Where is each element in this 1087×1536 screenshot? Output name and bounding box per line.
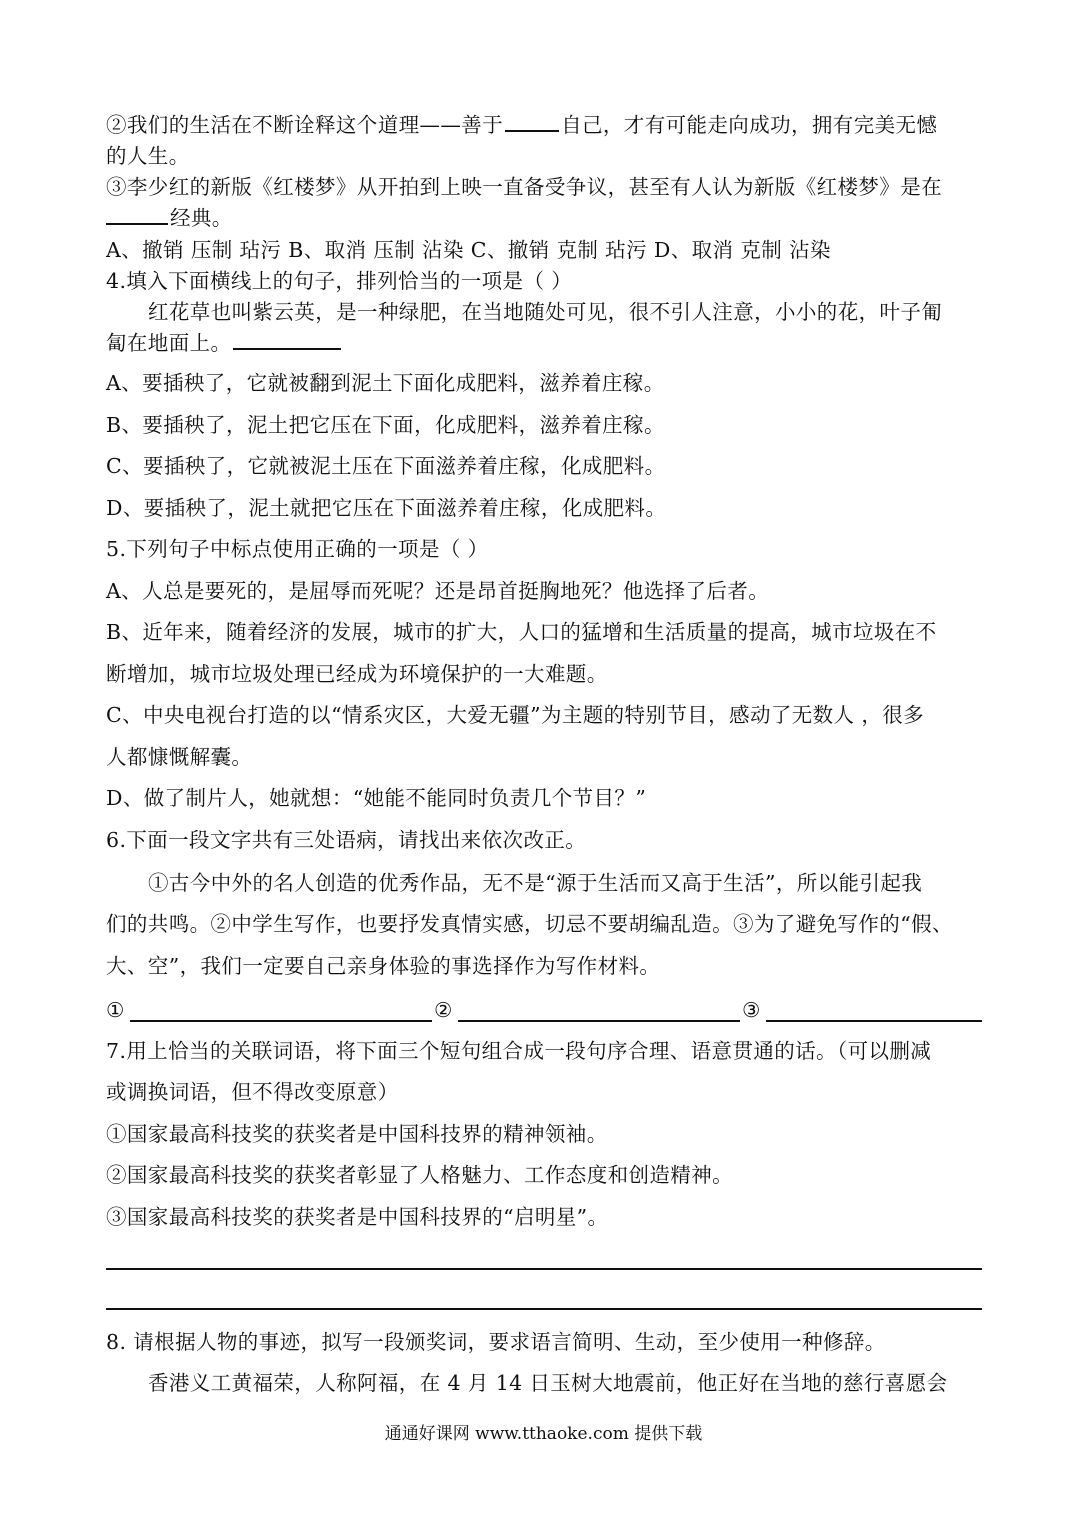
q5-option-b: 断增加，城市垃圾处理已经成为环境保护的一大难题。: [106, 662, 608, 686]
q4-option-b: B、要插秧了，泥土把它压在下面，化成肥料，滋养着庄稼。: [106, 413, 665, 437]
question-7: 7.用上恰当的关联词语，将下面三个短句组合成一段句序合理、语意贯通的话。（可以删减: [106, 1039, 932, 1063]
q4-option-a: A、要插秧了，它就被翻到泥土下面化成肥料，滋养着庄稼。: [106, 371, 665, 395]
q7-sentence-1: ①国家最高科技奖的获奖者是中国科技界的精神领袖。: [106, 1122, 608, 1146]
answer-blank-3[interactable]: [766, 1020, 982, 1022]
question-7: 或调换词语，但不得改变原意）: [106, 1080, 399, 1104]
fill-blank: [233, 328, 341, 350]
answer-line[interactable]: [106, 1308, 982, 1310]
q6-paragraph: ①古今中外的名人创造的优秀作品，无不是“源于生活而又高于生活”，所以能引起我: [148, 871, 923, 895]
text-line: 的人生。: [106, 144, 190, 168]
answer-marker-2: ②: [434, 998, 453, 1022]
options-line: A、撤销 压制 玷污 B、取消 压制 沾染 C、撤销 克制 玷污 D、取消 克制 沾染: [106, 238, 831, 262]
q4-option-d: D、要插秧了，泥土就把它压在下面滋养着庄稼，化成肥料。: [106, 496, 667, 520]
q5-option-c: C、中央电视台打造的以“情系灾区，大爱无疆”为主题的特别节目，感动了无数人 ，很多: [106, 703, 925, 727]
answer-line[interactable]: [106, 1268, 982, 1270]
text-line: ②我们的生活在不断诠释这个道理——善于 自己，才有可能走向成功，拥有完美无憾: [106, 110, 982, 140]
q4-text: 红花草也叫紫云英，是一种绿肥，在当地随处可见，很不引人注意，小小的花，叶子匍: [148, 300, 943, 324]
text-line: 经典。: [106, 203, 982, 233]
q5-option-c: 人都慷慨解囊。: [106, 745, 253, 769]
fill-blank: [106, 203, 168, 225]
question-6: 6.下面一段文字共有三处语病，请找出来依次改正。: [106, 828, 587, 852]
q6-answer-row: [106, 995, 982, 1025]
q6-paragraph: 大、空”，我们一定要自己亲身体验的事选择作为写作材料。: [106, 954, 661, 978]
question-5: 5.下列句子中标点使用正确的一项是（ ）: [106, 537, 489, 561]
page-footer: 通通好课网 www.tthaoke.com 提供下载: [384, 1424, 703, 1444]
answer-marker-3: ③: [742, 998, 761, 1022]
q8-paragraph: 香港义工黄福荣，人称阿福，在 4 月 14 日玉树大地震前，他正好在当地的慈行喜愿会: [148, 1371, 948, 1395]
fill-blank: [505, 110, 559, 132]
question-8: 8. 请根据人物的事迹，拟写一段颁奖词，要求语言简明、生动，至少使用一种修辞。: [106, 1330, 886, 1354]
answer-blank-1[interactable]: [130, 1020, 432, 1022]
q5-option-d: D、做了制片人，她就想：“她能不能同时负责几个节目？”: [106, 786, 647, 810]
text-line: ③李少红的新版《红楼梦》从开拍到上映一直备受争议，甚至有人认为新版《红楼梦》是在: [106, 175, 942, 199]
q7-sentence-2: ②国家最高科技奖的获奖者彰显了人格魅力、工作态度和创造精神。: [106, 1163, 733, 1187]
question-4: 4.填入下面横线上的句子，排列恰当的一项是（ ）: [106, 269, 573, 293]
q4-option-c: C、要插秧了，它就被泥土压在下面滋养着庄稼，化成肥料。: [106, 454, 666, 478]
answer-blank-2[interactable]: [458, 1020, 740, 1022]
q5-option-b: B、近年来，随着经济的发展，城市的扩大，人口的猛增和生活质量的提高，城市垃圾在不: [106, 620, 937, 644]
q5-option-a: A、人总是要死的，是屈辱而死呢？还是昂首挺胸地死？他选择了后者。: [106, 579, 770, 603]
q7-sentence-3: ③国家最高科技奖的获奖者是中国科技界的“启明星”。: [106, 1205, 609, 1229]
q4-text: 匐在地面上。: [106, 328, 982, 358]
answer-marker-1: ①: [106, 998, 125, 1022]
q6-paragraph: 们的共鸣。②中学生写作，也要抒发真情实感，切忌不要胡编乱造。③为了避免写作的“假、: [106, 912, 953, 936]
